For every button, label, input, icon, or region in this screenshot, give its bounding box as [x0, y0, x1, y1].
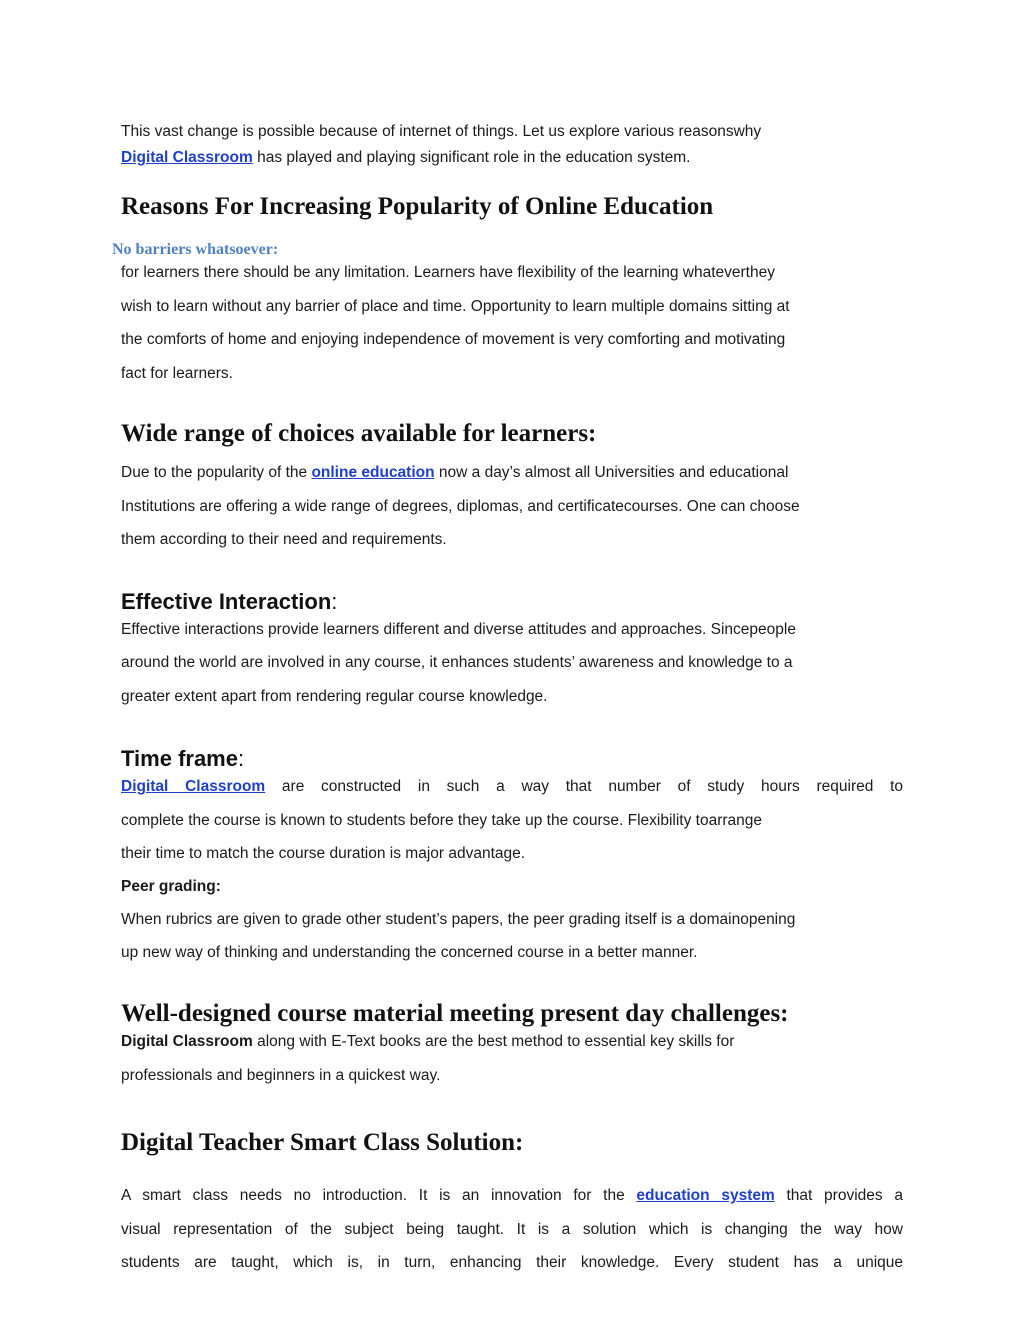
section4-line-2: complete the course is known to students before they take up the course. Flexibility toarrange — [121, 812, 763, 829]
subheading-no-barriers: No barriers whatsoever: — [112, 241, 279, 258]
section2-line-3: them according to their need and requirements. — [121, 531, 447, 548]
section1-line-2: wish to learn without any barrier of place and time. Opportunity to learn multiple domains sitting at — [121, 298, 790, 315]
effective-interaction-title: Effective Interaction — [121, 589, 332, 614]
section-heading-reasons: Reasons For Increasing Popularity of Online Education — [121, 193, 714, 220]
section6-line-2: visual representation of the subject being taught. It is a solution which is changing the way how — [121, 1221, 903, 1238]
section2-line-1 — [121, 464, 788, 482]
section3-line-1: Effective interactions provide learners different and diverse attitudes and approaches. Sincepeople — [121, 621, 796, 638]
section4-line-1 — [121, 778, 903, 796]
effective-interaction-colon: : — [331, 589, 338, 614]
intro-line-2 — [121, 149, 691, 167]
section2-line-1-post: now a day’s almost all Universities and educational — [434, 464, 789, 481]
section5-line-2: professionals and beginners in a quickest way. — [121, 1067, 441, 1084]
section5-line-1 — [121, 1033, 734, 1051]
section-heading-wide-range: Wide range of choices available for learners: — [121, 420, 597, 447]
section6-line-3: students are taught, which is, in turn, enhancing their knowledge. Every student has a unique — [121, 1254, 903, 1271]
section-heading-time-frame — [121, 746, 244, 772]
section4-line-1-text: are constructed in such a way that number of study hours required to — [265, 778, 904, 795]
time-frame-title: Time frame — [121, 746, 238, 771]
section2-line-1-pre: Due to the popularity of the — [121, 464, 312, 481]
section-heading-digital-teacher: Digital Teacher Smart Class Solution: — [121, 1129, 524, 1156]
section5-line-1-text: along with E-Text books are the best method to essential key skills for — [252, 1033, 735, 1050]
education-system-link[interactable]: education system — [636, 1187, 775, 1204]
section1-line-3: the comforts of home and enjoying independence of movement is very comforting and motivating — [121, 331, 786, 348]
digital-classroom-bold: Digital Classroom — [121, 1033, 253, 1050]
section6-line-1 — [121, 1187, 903, 1205]
digital-classroom-link-2[interactable]: Digital Classroom — [121, 778, 266, 795]
section3-line-3: greater extent apart from rendering regular course knowledge. — [121, 688, 548, 705]
section6-line-1-pre: A smart class needs no introduction. It is an innovation for the — [121, 1187, 637, 1204]
section2-line-2: Institutions are offering a wide range of degrees, diplomas, and certificatecourses. One can choose — [121, 498, 800, 515]
section1-line-1: for learners there should be any limitation. Learners have flexibility of the learning whateverthey — [121, 264, 775, 281]
section4-line-3: their time to match the course duration is major advantage. — [121, 845, 526, 862]
digital-classroom-link[interactable]: Digital Classroom — [121, 149, 253, 166]
intro-line-2-text: has played and playing significant role in the education system. — [252, 149, 691, 166]
time-frame-colon: : — [237, 746, 245, 771]
peer-grading-line-2: up new way of thinking and understanding the concerned course in a better manner. — [121, 944, 698, 961]
online-education-link[interactable]: online education — [311, 464, 435, 481]
section-heading-well-designed: Well-designed course material meeting present day challenges: — [121, 1000, 789, 1027]
peer-grading-line-1: When rubrics are given to grade other student’s papers, the peer grading itself is a domainopening — [121, 911, 796, 928]
section1-line-4: fact for learners. — [121, 365, 233, 382]
section-heading-effective-interaction — [121, 589, 337, 615]
section6-line-1-post: that provides a — [774, 1187, 903, 1204]
section3-line-2: around the world are involved in any course, it enhances students’ awareness and knowledge to a — [121, 654, 793, 671]
peer-grading-heading: Peer grading: — [121, 878, 221, 895]
intro-line-1: This vast change is possible because of internet of things. Let us explore various reasonswhy — [121, 123, 762, 140]
